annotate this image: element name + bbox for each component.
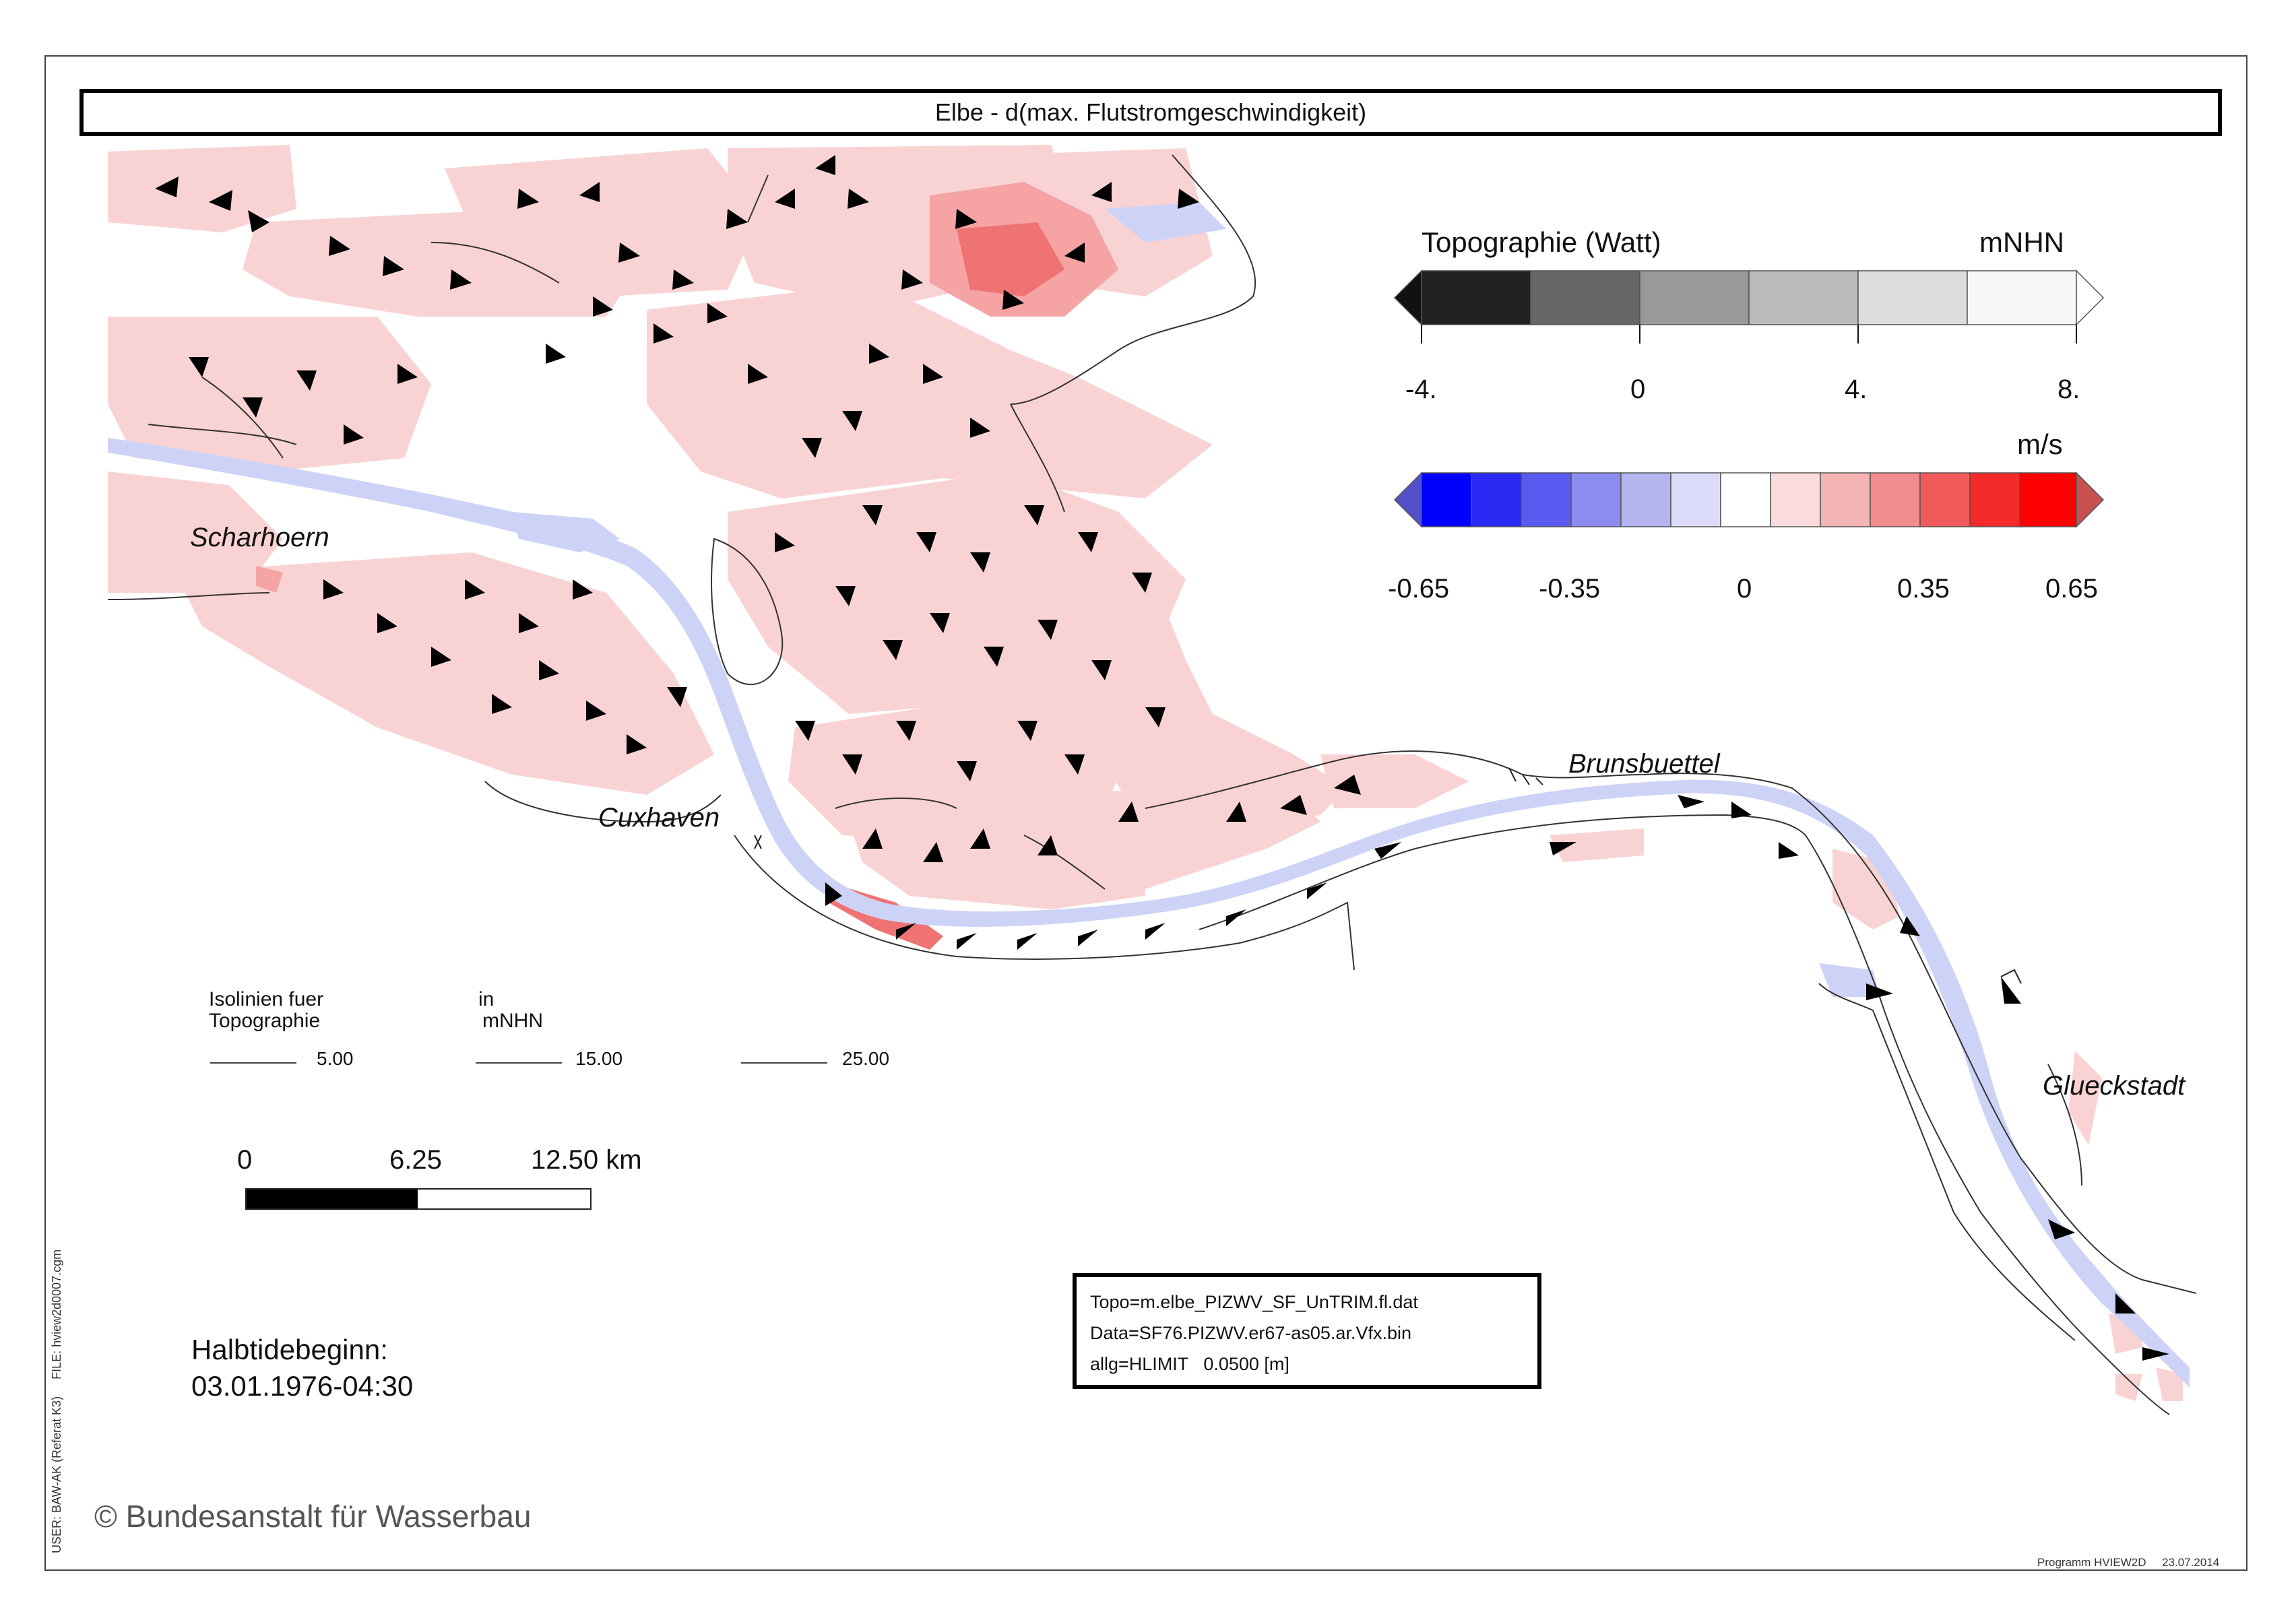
info-data: Data=SF76.PIZWV.er67-as05.ar.Vfx.bin [1090, 1323, 1411, 1343]
place-cuxhaven: Cuxhaven [598, 803, 720, 833]
velocity-swatch [1571, 473, 1621, 527]
isoline-unit-line2: mNHN [482, 1010, 543, 1032]
topo-swatch [1967, 271, 2076, 325]
footer-program: Programm HVIEW2D 23.07.2014 [2037, 1556, 2220, 1569]
info-limit: allg=HLIMIT 0.0500 [m] [1090, 1354, 1289, 1374]
isoline-unit [478, 989, 543, 1032]
flow-arrow [1678, 795, 1704, 808]
topo-legend-unit: mNHN [1979, 226, 2064, 258]
velocity-swatch [1422, 473, 1471, 527]
flow-arrow [1078, 930, 1098, 946]
velocity-swatch [1521, 473, 1571, 527]
copyright: © Bundesanstalt für Wasserbau [94, 1499, 532, 1534]
velocity-tick-label: -0.35 [1539, 574, 1601, 604]
velocity-swatch [1395, 473, 1422, 527]
topo-tick-label: 8. [2058, 375, 2080, 404]
isoline-value: 5.00 [317, 1048, 354, 1069]
info-topo: Topo=m.elbe_PIZWV_SF_UnTRIM.fl.dat [1090, 1292, 1418, 1312]
topo-swatch [1531, 271, 1640, 325]
scale-label: 0 [237, 1145, 253, 1175]
velocity-swatch [1970, 473, 2020, 527]
isoline-unit-line1: in [478, 988, 495, 1010]
place-brunsbuettel: Brunsbuettel [1568, 749, 1720, 779]
velocity-tick-label: -0.65 [1388, 574, 1450, 604]
map-title: Elbe - d(max. Flutstromgeschwindigkeit) [79, 89, 2222, 136]
place-glueckstadt: Glueckstadt [2043, 1071, 2186, 1101]
flow-arrow [1779, 842, 1799, 859]
topo-ticks [1422, 325, 2076, 344]
scale-bar-fill [247, 1190, 418, 1208]
scale-label: 6.25 [389, 1145, 442, 1175]
velocity-swatch [1820, 473, 1870, 527]
velocity-swatch [1471, 473, 1521, 527]
side-text: USER: BAW-AK (Referat K3) FILE: hview2d0007.cgm [50, 1249, 63, 1553]
flow-arrow [957, 933, 977, 950]
topo-colorbar [1395, 271, 2103, 325]
velocity-swatch [1920, 473, 1970, 527]
velocity-swatch [2020, 473, 2076, 527]
time-label: Halbtidebeginn: [191, 1334, 388, 1365]
isoline-title-line1: Isolinien fuer [209, 988, 324, 1010]
velocity-swatch [1771, 473, 1820, 527]
topo-swatch [1858, 271, 1967, 325]
velocity-swatch [2076, 473, 2103, 527]
place-scharhoern: Scharhoern [190, 523, 329, 552]
isoline-title-line2: Topographie [209, 1010, 321, 1032]
flow-arrow [2001, 977, 2021, 1004]
velocity-tick-label: 0 [1737, 574, 1752, 604]
velocity-swatch [1621, 473, 1671, 527]
flow-arrow [1017, 933, 1038, 950]
flow-arrow [1226, 909, 1246, 926]
isoline-title [209, 989, 323, 1032]
scale-bar [245, 1188, 592, 1210]
velocity-swatch [1870, 473, 1920, 527]
topo-swatch [1749, 271, 1858, 325]
topo-swatch [1640, 271, 1749, 325]
isoline-value: 15.00 [575, 1048, 623, 1069]
velocity-colorbar [1395, 473, 2103, 527]
topo-swatch [2076, 271, 2103, 325]
velocity-tick-label: 0.35 [1897, 574, 1950, 604]
isoline-value: 25.00 [842, 1048, 890, 1069]
flow-arrow [1145, 923, 1166, 940]
topo-tick-label: 4. [1845, 375, 1868, 404]
velocity-swatch [1671, 473, 1721, 527]
topo-swatch [1395, 271, 1422, 325]
velocity-tick-label: 0.65 [2045, 574, 2098, 604]
velocity-legend-unit: m/s [2017, 428, 2063, 460]
topo-tick-label: -4. [1405, 375, 1437, 404]
file-info-box [1073, 1273, 1541, 1389]
flow-arrow [546, 344, 566, 364]
velocity-positive-areas [108, 145, 2186, 1401]
topo-legend-title: Topographie (Watt) [1422, 226, 1661, 258]
scale-label: 12.50 km [531, 1145, 642, 1175]
velocity-swatch [1721, 473, 1771, 527]
topo-swatch [1422, 271, 1531, 325]
topo-tick-label: 0 [1630, 375, 1646, 404]
flow-arrow [2115, 1293, 2136, 1313]
time-value: 03.01.1976-04:30 [191, 1370, 414, 1402]
